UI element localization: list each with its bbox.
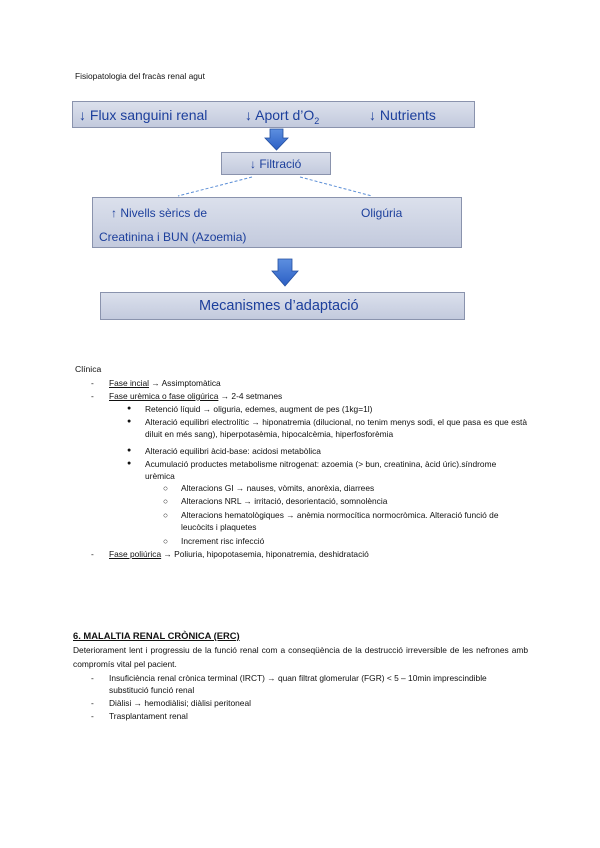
down-arrow-1 bbox=[265, 129, 288, 150]
sub-bullet-item: Alteracions NRL → irritació, desorientació, somnolència bbox=[181, 496, 388, 506]
bullet-item: Retenció líquid → oliguria, edemes, augment de pes (1kg=1l) bbox=[145, 404, 373, 414]
circle-marker: ○ bbox=[163, 496, 169, 506]
erc-section-title: 6. MALALTIA RENAL CRÒNICA (ERC) bbox=[73, 630, 240, 641]
adaptation-box bbox=[100, 292, 465, 320]
bullet-item: Alteració equilibri electrolític → hiponatremia (dilucional, no tenim menys sodi, el que pasa es que està diluit en més sang), hiperpotasèmia, hipocalcèmia, hiperfosforèmia bbox=[145, 417, 527, 439]
dash-marker: - bbox=[91, 711, 94, 721]
erc-item-irct: Insuficiència renal crònica terminal (IRCT) → quan filtrat glomerular (FGR) < 5 – 10min imprescindible substitució funció renal bbox=[109, 673, 487, 695]
bullet-item: Alteració equilibri àcid-base: acidosi metabòlica bbox=[145, 446, 321, 456]
clinica-heading: Clínica bbox=[75, 364, 102, 374]
erc-item-dialysis: Diàlisi → hemodiàlisi; diàlisi peritoneal bbox=[109, 698, 251, 708]
document-title: Fisiopatologia del fracàs renal agut bbox=[75, 71, 205, 81]
dash-marker: - bbox=[91, 673, 94, 683]
branch-line-right bbox=[300, 177, 372, 196]
sub-bullet-item: Alteracions hematològiques → anèmia normocítica normocròmica. Alteració funció de leucòcits i plaquetes bbox=[181, 510, 499, 532]
dash-marker: - bbox=[91, 391, 94, 401]
azotemia-label: Creatinina i BUN (Azoemia) bbox=[99, 230, 247, 244]
bullet-item: Acumulació productes metabolisme nitrogenat: azoemia (> bun, creatinina, àcid úric).síndrome urèmica bbox=[145, 459, 497, 481]
renal-blood-flow-label: ↓ Flux sanguini renal bbox=[79, 107, 208, 123]
branch-line-left bbox=[178, 177, 252, 196]
dash-marker: - bbox=[91, 549, 94, 559]
serum-levels-label: ↑ Nivells sèrics de bbox=[111, 206, 208, 220]
filtration-box bbox=[221, 152, 331, 175]
dash-marker: - bbox=[91, 698, 94, 708]
down-arrow-2 bbox=[272, 259, 298, 286]
circle-marker: ○ bbox=[163, 483, 169, 493]
oliguria-label: Oligúria bbox=[361, 206, 403, 220]
filtration-label: ↓ Filtració bbox=[250, 157, 302, 171]
sub-bullet-item: Increment risc infecció bbox=[181, 536, 265, 546]
circle-marker: ○ bbox=[163, 510, 169, 520]
effects-box bbox=[92, 197, 462, 248]
dash-marker: - bbox=[91, 378, 94, 388]
adaptation-label: Mecanismes d’adaptació bbox=[199, 298, 359, 314]
circle-marker: ○ bbox=[163, 536, 169, 546]
phase-uremic-item: Fase urèmica o fase oligúrica → 2-4 setmanes bbox=[109, 391, 283, 401]
phase-initial-item: Fase incial → Assimptomàtica bbox=[109, 378, 221, 388]
bullet-marker: ● bbox=[127, 405, 132, 412]
phase-polyuric-item: Fase poliúrica → Poliuria, hipopotasemia, hiponatremia, deshidratació bbox=[109, 549, 369, 559]
erc-item-transplant: Trasplantament renal bbox=[109, 711, 188, 721]
oxygen-supply-label: ↓ Aport $d’O_2$ bbox=[245, 107, 320, 126]
bullet-marker: ● bbox=[127, 447, 132, 454]
erc-description: Deteriorament lent i progressiu de la funció renal com a conseqüència de la destrucció irreversible de les nefrones amb compromís vital pel pacient. bbox=[73, 645, 528, 669]
sub-bullet-item: Alteracions GI → nauses, vòmits, anorèxia, diarrees bbox=[181, 483, 375, 493]
nutrients-label: ↓ Nutrients bbox=[369, 107, 436, 123]
bullet-marker: ● bbox=[127, 460, 132, 467]
bullet-marker: ● bbox=[127, 418, 132, 425]
